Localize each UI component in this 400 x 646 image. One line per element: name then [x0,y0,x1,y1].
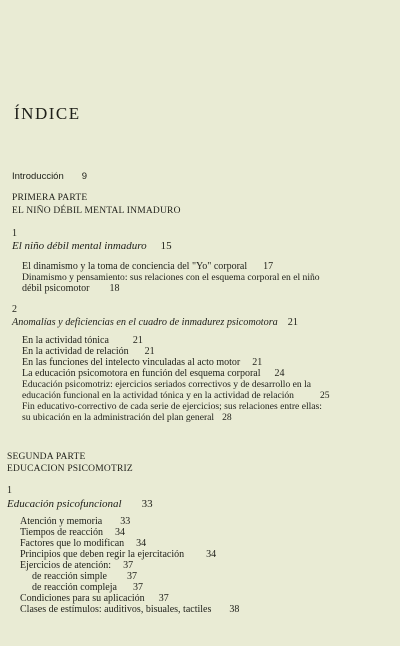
toc-entry-text: de reacción simple [32,571,107,582]
toc-entry-page: 33 [120,516,131,527]
toc-entry-page: 24 [274,368,285,379]
ch1-heading [12,240,172,252]
toc-entry-text: Fin educativo-correctivo de cada serie de ejercicios; sus relaciones entre ellas: [22,401,322,412]
toc-entry-text: Educación psicomotriz: ejercicios seriados correctivos y de desarrollo en la [22,379,312,390]
toc-entry-text: Atención y memoria [20,516,103,527]
toc-entry-page: 34 [206,549,217,560]
ch3-heading [7,498,153,510]
intro-entry [12,171,87,183]
intro-label: Introducción [12,171,64,182]
part2-subtitle: EDUCACION PSICOMOTRIZ [7,464,133,474]
ch2-title: Anomalías y deficiencias en el cuadro de inmadurez psicomotora [12,317,278,328]
toc-entry-text: La educación psicomotora en función del esquema corporal [22,368,261,379]
toc-entry-page: 37 [126,571,137,582]
toc-entry-text: Principios que deben regir la ejercitación [20,549,185,560]
toc-entry-page: 37 [158,593,169,604]
toc-entry-text: Condiciones para su aplicación [20,593,145,604]
toc-entry-page: 21 [252,357,263,368]
toc-entry-text: En las funciones del intelecto vinculadas al acto motor [22,357,241,368]
toc-entry-page: 38 [229,604,240,615]
part1-subtitle: EL NIÑO DÉBIL MENTAL INMADURO [12,206,181,216]
ch3-title: Educación psicofuncional [7,498,122,510]
toc-entry-text: débil psicomotor [22,283,90,294]
toc-entry-page: 21 [132,335,143,346]
toc-entry-text: su ubicación en la administración del plan general [22,412,215,423]
toc-entry-page: 37 [132,582,143,593]
toc-entry-page: 18 [109,283,120,294]
page-title: ÍNDICE [14,104,81,123]
ch1-title: El niño débil mental inmaduro [12,240,147,252]
ch3-page: 33 [141,498,153,510]
toc-entry-page: 37 [123,560,134,571]
toc-entry-page: 34 [114,527,125,538]
toc-entry [22,283,120,295]
ch3-number: 1 [7,485,12,496]
toc-entry-text: educación funcional en la actividad tónica y en la actividad de relación [22,390,294,401]
toc-entry-page: 34 [136,538,147,549]
ch1-page: 15 [160,240,172,252]
toc-entry-page: 21 [144,346,155,357]
intro-page: 9 [81,171,88,182]
toc-entry-text: Tiempos de reacción [20,527,103,538]
toc-entry-text: de reacción compleja [32,582,117,593]
toc-entry-page: 17 [263,261,274,272]
toc-entry-text: Clases de estímulos: auditivos, bisuales, tactiles [20,604,212,615]
ch1-number: 1 [12,228,17,239]
toc-entry-text: Dinamismo y pensamiento: sus relaciones con el esquema corporal en el niño [22,272,320,283]
toc-entry [22,412,232,424]
ch2-page: 21 [287,317,298,328]
toc-entry-text: En la actividad tónica [22,335,109,346]
toc-entry-page: 28 [222,412,232,423]
ch2-number: 2 [12,304,17,315]
toc-entry-text: Ejercicios de atención: [20,560,112,571]
toc-entry-text: El dinamismo y la toma de conciencia del "Yo" corporal [22,261,248,272]
toc-entry-text: Factores que lo modifican [20,538,125,549]
part1-label: PRIMERA PARTE [12,193,88,203]
toc-entry [20,604,239,616]
toc-entry-page: 25 [319,390,330,401]
ch2-heading [12,317,298,329]
toc-entry-text: En la actividad de relación [22,346,129,357]
part2-label: SEGUNDA PARTE [7,452,86,462]
